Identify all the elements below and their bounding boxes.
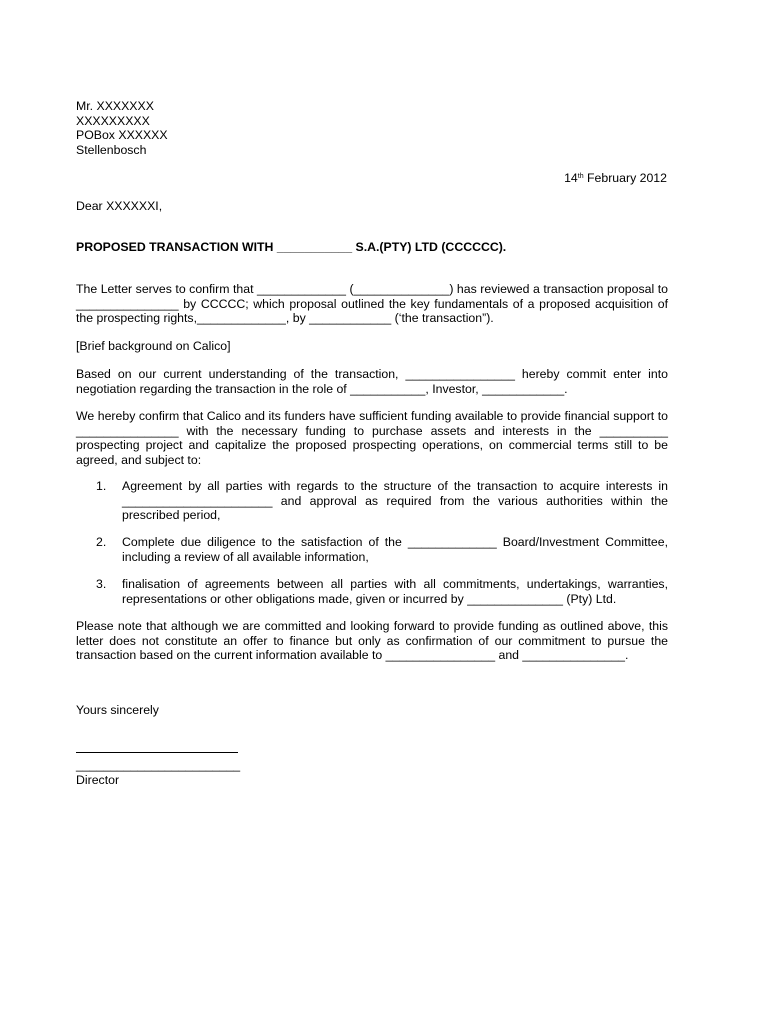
address-line-pobox: POBox XXXXXX [76, 128, 168, 142]
paragraph-background: [Brief background on Calico] [76, 339, 231, 353]
list-number: 3. [96, 577, 107, 591]
closing: Yours sincerely [76, 703, 159, 717]
paragraph-funding: We hereby confirm that Calico and its funders have sufficient funding available to provide financial support to _______________ with the necessary funding to purchase assets and interests in the __________ prospecting project and capitalize the proposed prospecting operations, on commercial terms still to be agreed, and subject to: [76, 409, 668, 467]
list-item-text: Complete due diligence to the satisfaction of the _____________ Board/Investment Committee, including a review of all available information, [122, 535, 668, 564]
list-number: 2. [96, 535, 107, 549]
list-item-text: Agreement by all parties with regards to the structure of the transaction to acquire interests in ______________________ and approval as required from the various authorities within the prescribed period, [122, 479, 668, 522]
recipient-address [76, 99, 168, 157]
signatory-title: Director [76, 773, 120, 787]
date-month-year: February 2012 [583, 171, 667, 185]
date-ordinal: th [577, 173, 584, 180]
list-number: 1. [96, 479, 107, 493]
address-line-name: Mr. XXXXXXX [76, 99, 154, 113]
paragraph-understanding: Based on our current understanding of the transaction, ________________ hereby commit enter into negotiation regarding the transaction in the role of ___________, Investor, ____________. [76, 367, 668, 396]
date-day: 14 [564, 171, 578, 185]
paragraph-confirmation: The Letter serves to confirm that _____________ (______________) has reviewed a transaction proposal to _______________ by CCCCC; which proposal outlined the key fundamentals of a proposed acquisition of the prospecting rights,_____________, by ____________ (‘the transaction”). [76, 282, 668, 325]
signature-rule [76, 752, 238, 753]
list-item-text: finalisation of agreements between all parties with all commitments, undertakings, warranties, representations or other obligations made, given or incurred by ______________ (Pty) Ltd. [122, 577, 668, 606]
paragraph-note: Please note that although we are committed and looking forward to provide funding as outlined above, this letter does not constitute an offer to finance but only as confirmation of our commitment to pursue the transaction based on the current information available to ________________ and _______________. [76, 619, 668, 662]
letter-date [564, 171, 667, 186]
salutation: Dear XXXXXXI, [76, 199, 163, 213]
address-line-2: XXXXXXXXX [76, 113, 150, 128]
signature-line: ________________________ [76, 758, 241, 772]
address-line-city: Stellenbosch [76, 142, 147, 157]
letter-heading: PROPOSED TRANSACTION WITH ___________ S.A.(PTY) LTD (CCCCCC). [76, 240, 507, 254]
